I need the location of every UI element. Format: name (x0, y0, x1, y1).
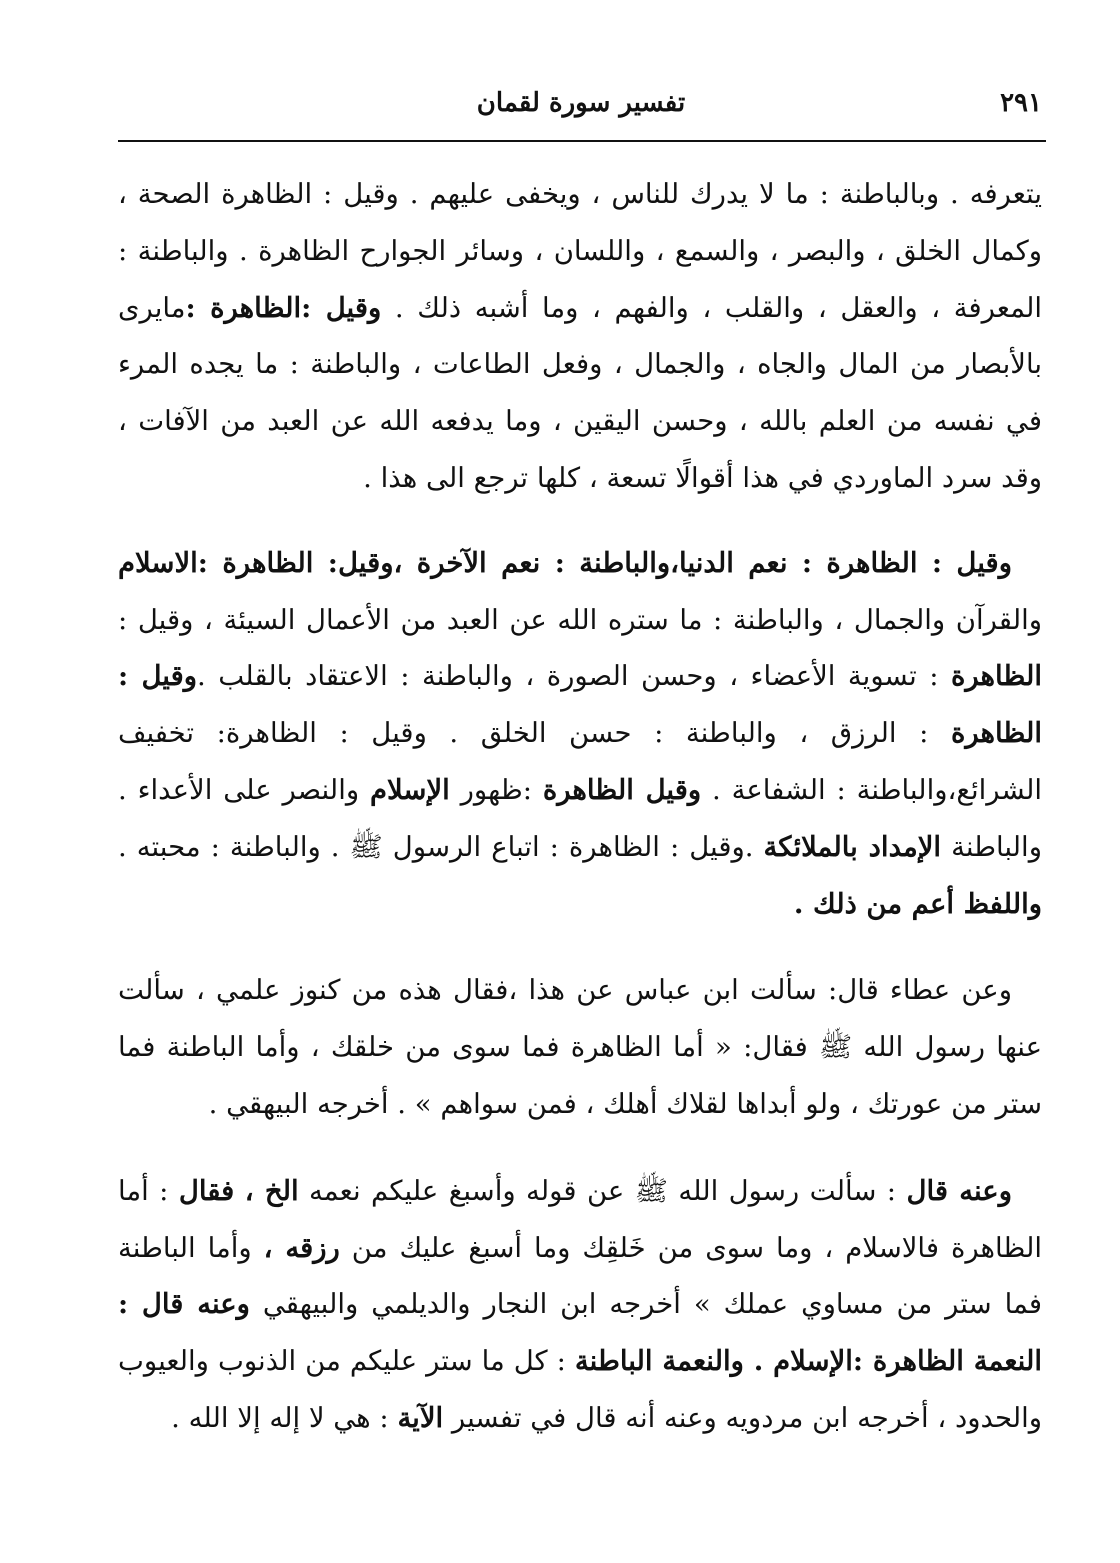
paragraph (118, 1163, 1042, 1447)
page-body (118, 166, 1042, 1447)
bold-text-run: وعنه قال : النعمة الظاهرة :الإسلام . والنعمة الباطنة (118, 1288, 1042, 1378)
bold-text-run: الآية (397, 1401, 444, 1434)
text-run: والنصر على الأعداء . والباطنة (118, 773, 1042, 863)
text-run: .وقيل : الظاهرة : اتباع الرسول ﷺ . والباطنة : محبته . (118, 830, 764, 863)
text-run: :ظهور (449, 773, 543, 806)
bold-text-run: وقيل : الظاهرة (118, 660, 1042, 750)
text-run: مايرى بالأبصار من المال والجاه ، والجمال ، وفعل الطاعات ، والباطنة : ما يجده المرء في نفسه من العلم بالله ، وحسن اليقين ، وما يدفعه الله عن العبد من الآفات ، وقد سرد الماوردي في هذا أقوالًا تسعة ، كلها ترجع الى هذا . (118, 291, 1042, 494)
bold-text-run: رزقه ، (263, 1231, 340, 1264)
bold-text-run: وقيل :الظاهرة : (185, 291, 382, 324)
text-run: والقرآن والجمال ، والباطنة : ما ستره الله عن العبد من الأعمال السيئة ، وقيل : (118, 603, 1042, 636)
bold-text-run: فقال (178, 1174, 235, 1207)
text-run: وعن عطاء قال: سألت ابن عباس عن هذا ،فقال هذه من كنوز علمي ، سألت عنها رسول الله ﷺ فقال: « أما الظاهرة فما سوى من خلقك ، وأما الباطنة فما ستر من عورتك ، ولو أبداها لقلاك أهلك ، فمن سواهم » . أخرجه البيهقي . (118, 974, 1042, 1120)
bold-text-run: الخ ، (244, 1174, 299, 1207)
bold-text-run: وعنه قال (906, 1174, 1012, 1207)
text-run (234, 1175, 244, 1207)
bold-text-run: الإمداد بالملائكة (763, 830, 942, 863)
header-divider (118, 140, 1046, 142)
bold-text-run: الإسلام (369, 773, 450, 806)
running-title: تفسير سورة لقمان (476, 88, 686, 118)
bold-text-run: واللفظ أعم من ذلك . (793, 887, 1042, 920)
paragraph (118, 535, 1042, 933)
text-run: : كل ما ستر عليكم من الذنوب والعيوب والحدود ، أخرجه ابن مردويه وعنه أنه قال في تفسير (118, 1345, 1042, 1434)
bold-text-run: الظاهرة (950, 660, 1043, 693)
page-number: ٢٩١ (1000, 88, 1042, 118)
text-run: : سألت رسول الله ﷺ عن قوله وأسبغ عليكم نعمه (298, 1174, 907, 1207)
paragraph (118, 166, 1042, 507)
paragraph (118, 962, 1042, 1132)
text-run: : أما الظاهرة فالاسلام ، وما سوى من خَلقِك وما أسبغ عليك من (118, 1174, 1042, 1264)
text-run: : الرزق ، والباطنة : حسن الخلق . وقيل : الظاهرة: تخفيف الشرائع،والباطنة : الشفاعة . (118, 717, 1043, 806)
text-run: : هي لا إله إلا الله . (171, 1401, 398, 1434)
text-run: يتعرفه . وبالباطنة : ما لا يدرك للناس ، ويخفى عليهم . وقيل : الظاهرة الصحة ، وكمال الخلق ، والبصر ، والسمع ، واللسان ، وسائر الجوارح الظاهرة . والباطنة : المعرفة ، والعقل ، والقلب ، والفهم ، وما أشبه ذلك . (118, 178, 1042, 324)
page-header (120, 84, 1042, 132)
bold-text-run: وقيل الظاهرة (542, 773, 702, 806)
bold-text-run: وقيل : الظاهرة : نعم الدنيا،والباطنة : نعم الآخرة ،وقيل: الظاهرة :الاسلام (118, 546, 1012, 579)
text-run: : تسوية الأعضاء ، وحسن الصورة ، والباطنة : الاعتقاد بالقلب . (197, 660, 951, 693)
text-run: وأما الباطنة فما ستر من مساوي عملك » أخرجه ابن النجار والديلمي والبيهقي (118, 1231, 1042, 1321)
